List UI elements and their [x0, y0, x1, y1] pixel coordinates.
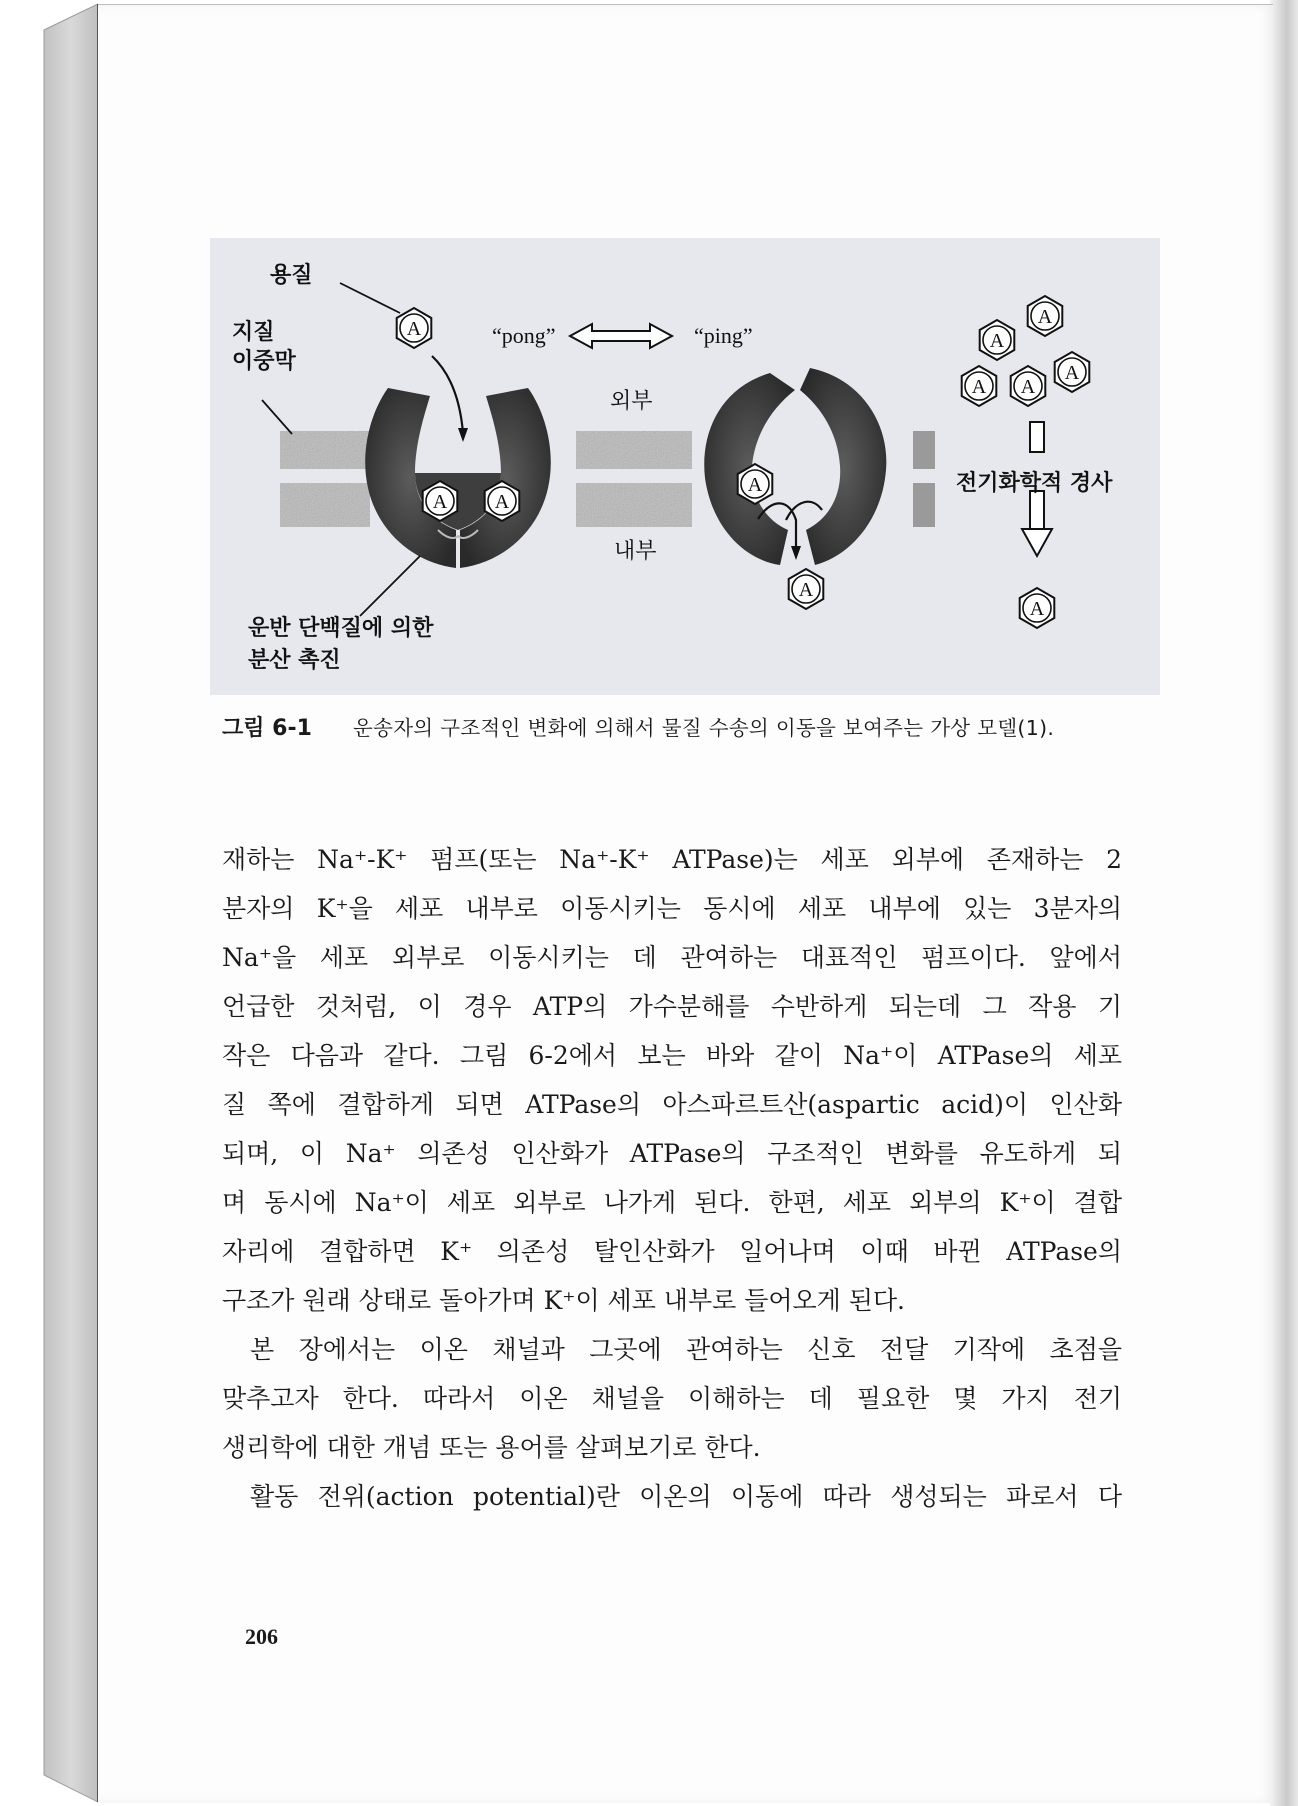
solute-molecule-a [397, 308, 432, 348]
body-line: 자리에 결합하면 K⁺ 의존성 탈인산화가 일어나며 이때 바뀐 ATPase의 [222, 1237, 1122, 1266]
svg-text:A: A [1029, 598, 1045, 620]
book-spine-edge [0, 0, 98, 1806]
solute-molecule-a [1028, 296, 1063, 336]
label-facilitated-diffusion: 운반 단백질에 의한 분산 촉진 [248, 616, 434, 673]
svg-text:A: A [406, 318, 422, 340]
body-line: 언급한 것처럼, 이 경우 ATP의 가수분해를 수반하게 되는데 그 작용 기 [222, 992, 1122, 1021]
svg-text:A: A [747, 474, 763, 496]
svg-text:A: A [494, 491, 510, 513]
solute-molecule-a [980, 320, 1015, 360]
label-electrochemical-gradient: 전기화학적 경사 [956, 471, 1113, 496]
solute-molecule-a [1055, 352, 1090, 392]
solute-molecule-a [789, 569, 824, 609]
body-line: 본 장에서는 이온 채널과 그곳에 관여하는 신호 전달 기작에 초점을 [250, 1335, 1122, 1364]
svg-text:A: A [1020, 376, 1036, 398]
solute-molecule-a [1020, 588, 1055, 628]
book-page-edge [1270, 0, 1298, 1806]
label-pong: “pong” [492, 323, 556, 348]
label-inside: 내부 [614, 539, 657, 564]
body-line: 며 동시에 Na⁺이 세포 외부로 나가게 된다. 한편, 세포 외부의 K⁺이 결합 [222, 1188, 1122, 1217]
body-line: 작은 다음과 같다. 그림 6-2에서 보는 바와 같이 Na⁺이 ATPase의 세포 [222, 1041, 1122, 1070]
label-outside: 외부 [610, 389, 653, 414]
svg-text:A: A [989, 330, 1005, 352]
body-line: Na⁺을 세포 외부로 이동시키는 데 관여하는 대표적인 펌프이다. 앞에서 [222, 943, 1122, 972]
label-solute: 용질 [270, 263, 313, 288]
svg-text:A: A [971, 376, 987, 398]
caption-label: 그림 6-1 [222, 716, 312, 741]
figure-transport-model [210, 238, 1160, 695]
svg-text:A: A [1037, 306, 1053, 328]
solute-molecule-a [962, 366, 997, 406]
body-line: 생리학에 대한 개념 또는 용어를 살펴보기로 한다. [222, 1433, 761, 1462]
body-line: 구조가 원래 상태로 돌아가며 K⁺이 세포 내부로 들어오게 된다. [222, 1286, 905, 1315]
label-lipid-bilayer: 지질 이중막 [232, 320, 296, 374]
body-line: 활동 전위(action potential)란 이온의 이동에 따라 생성되는 파로서 다 [250, 1482, 1122, 1511]
body-line: 분자의 K⁺을 세포 내부로 이동시키는 동시에 세포 내부에 있는 3분자의 [222, 894, 1122, 923]
solute-molecule-a [738, 464, 773, 504]
svg-text:A: A [432, 491, 448, 513]
body-line: 되며, 이 Na⁺ 의존성 인산화가 ATPase의 구조적인 변화를 유도하게 되 [222, 1139, 1122, 1168]
body-line: 질 쪽에 결합하게 되면 ATPase의 아스파르트산(aspartic acid)이 인산화 [222, 1090, 1122, 1119]
page-number: 206 [245, 1624, 278, 1649]
svg-text:A: A [1064, 362, 1080, 384]
solute-molecule-a [1011, 366, 1046, 406]
caption-text: 운송자의 구조적인 변화에 의해서 물질 수송의 이동을 보여주는 가상 모델(1). [353, 716, 1055, 740]
svg-text:A: A [798, 579, 814, 601]
solute-molecule-a [485, 481, 520, 521]
solute-molecule-a [423, 481, 458, 521]
label-ping: “ping” [694, 323, 753, 348]
body-line: 맞추고자 한다. 따라서 이온 채널을 이해하는 데 필요한 몇 가지 전기 [222, 1384, 1122, 1413]
body-line: 재하는 Na⁺-K⁺ 펌프(또는 Na⁺-K⁺ ATPase)는 세포 외부에 존재하는 2 [222, 845, 1122, 874]
